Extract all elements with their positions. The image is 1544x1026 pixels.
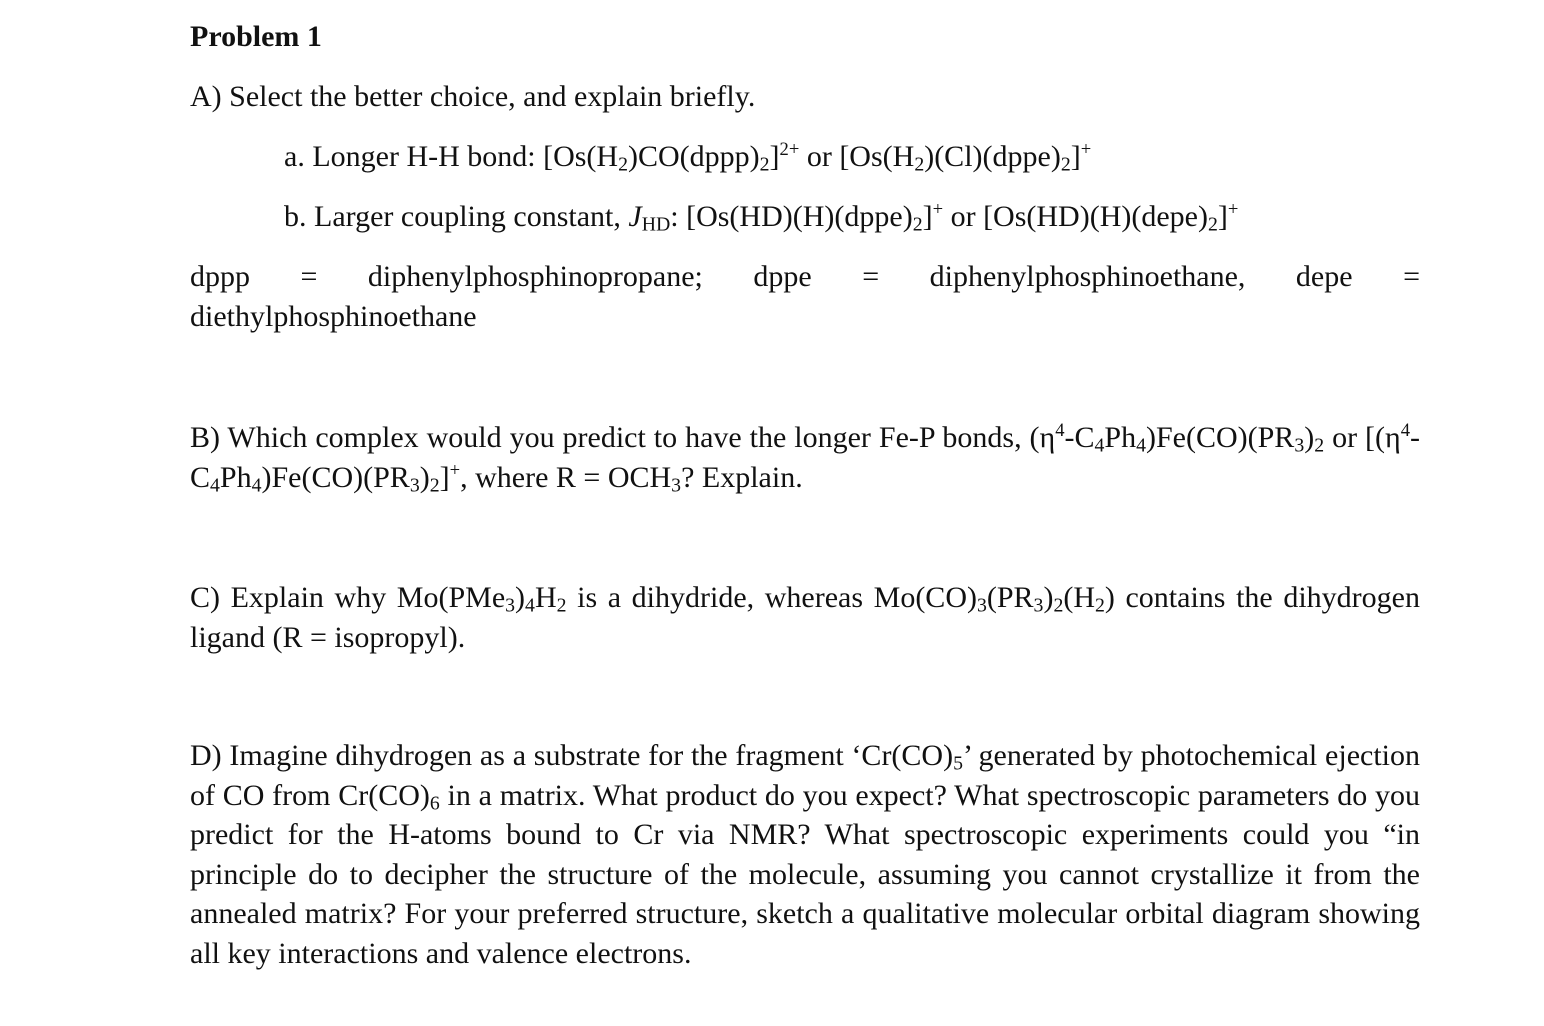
definitions-line-2: diethylphosphinoethane [190, 300, 477, 333]
part-a-item-b: b. Larger coupling constant, JHD: $[Os(HD)(H)(dppe)_2]^+$ or $[Os(HD)(H)(depe)_2]^+$ [284, 199, 1239, 236]
definitions-line-1: dppp = diphenylphosphinopropane; dppe = diphenylphosphinoethane, depe = [190, 260, 1420, 293]
part-a-prompt: A) Select the better choice, and explain briefly. [190, 80, 756, 113]
problem-title: Problem 1 [190, 20, 322, 53]
part-c-question: C) Explain why $Mo(PMe_3)_4H_2$ is a dihydride, whereas $Mo(CO)_3(PR_3)_2(H_2)$ contains the dihydrogen ligand (R = isopropyl). [190, 581, 1420, 654]
part-b-question: B) Which complex would you predict to have the longer Fe-P bonds, $(\eta^4-C_4Ph_4)Fe(CO)(PR_3)_2$ or $[(\eta^4-C_4Ph_4)Fe(CO)(PR_3)_2]^+$, where $R = OCH_3$? Explain. [190, 420, 1420, 496]
part-a-item-a: a. Longer H-H bond: $[Os(H_2)CO(dppp)_2]^{2+}$ or $[Os(H_2)(Cl)(dppe)_2]^+$ [284, 139, 1092, 176]
part-d-question: D) Imagine dihydrogen as a substrate for the fragment ‘$Cr(CO)_5$’ generated by photochemical ejection of CO from $Cr(CO)_6$ in a matrix. What product do you expect? What spectroscopic parameters do you predict for the H-atoms bound to Cr via NMR? What spectroscopic experiments could you “in principle do to decipher the structure of the molecule, assuming you cannot crystallize it from the annealed matrix? For your preferred structure, sketch a qualitative molecular orbital diagram showing all key interactions and valence electrons. [190, 739, 1421, 970]
